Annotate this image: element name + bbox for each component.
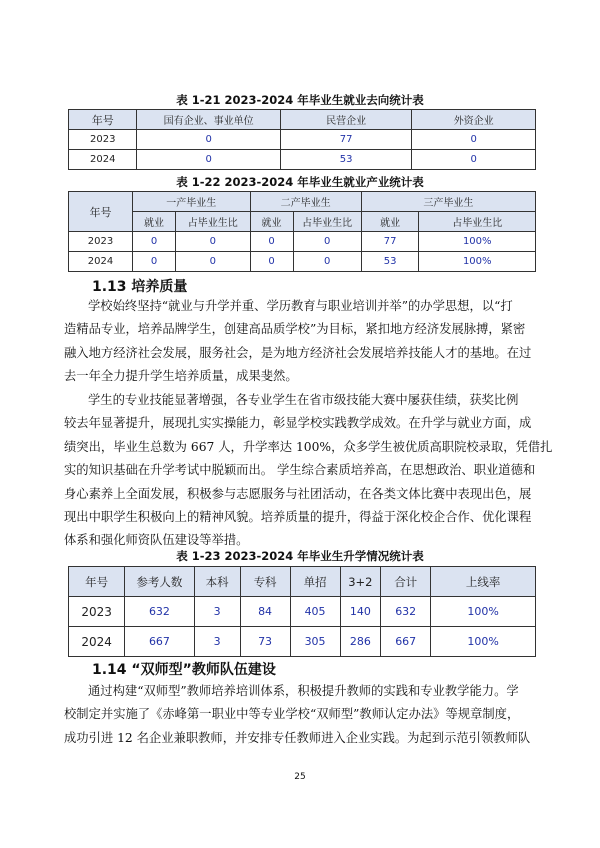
header-single-admission: 单招 bbox=[290, 567, 340, 597]
table-row bbox=[69, 627, 536, 657]
subheader-employed: 就业 bbox=[133, 212, 176, 232]
table1-caption: 表 1-21 2023-2024 年毕业生就业去向统计表 bbox=[176, 93, 424, 107]
value-cell: 100% bbox=[431, 597, 536, 627]
value-cell: 632 bbox=[125, 597, 194, 627]
text-line: 学校始终坚持“就业与升学并重、学历教育与职业培训并举”的办学思想，以“打 bbox=[88, 299, 513, 313]
value-cell: 0 bbox=[176, 232, 251, 252]
value-cell: 0 bbox=[133, 252, 176, 272]
value-cell: 3 bbox=[194, 627, 240, 657]
value-cell: 0 bbox=[250, 232, 293, 252]
table-row bbox=[69, 130, 536, 150]
subheader-employed: 就业 bbox=[361, 212, 419, 232]
value-cell: 100% bbox=[419, 232, 536, 252]
text-line: 较去年显著提升，展现扎实实操能力，彰显学校实践教学成效。在升学与就业方面，成 bbox=[64, 416, 532, 431]
value-cell: 77 bbox=[361, 232, 419, 252]
value-cell: 632 bbox=[381, 597, 431, 627]
header-secondary: 二产毕业生 bbox=[250, 192, 361, 212]
table-row bbox=[69, 232, 536, 252]
text-line: 去一年全力提升学生培养质量，成果斐然。 bbox=[64, 369, 298, 384]
year-cell: 2023 bbox=[69, 130, 137, 150]
state-cell: 0 bbox=[137, 150, 280, 170]
section-title: 1.14 “双师型”教师队伍建设 bbox=[92, 662, 276, 678]
year-cell: 2024 bbox=[69, 252, 133, 272]
text-line: 身心素养上全面发展，积极参与志愿服务与社团活动，在各类文体比赛中表现出色，展 bbox=[64, 486, 532, 501]
text-line: 现出中职学生积极向上的精神风貌。培养质量的提升，得益于深化校企合作、优化课程 bbox=[64, 509, 532, 524]
value-cell: 286 bbox=[340, 627, 381, 657]
header-examinees: 参考人数 bbox=[125, 567, 194, 597]
paragraph bbox=[64, 295, 540, 389]
subheader-ratio: 占毕业生比 bbox=[419, 212, 536, 232]
header-3plus2: 3+2 bbox=[340, 567, 381, 597]
private-cell: 77 bbox=[280, 130, 412, 150]
value-cell: 305 bbox=[290, 627, 340, 657]
header-pass-rate: 上线率 bbox=[431, 567, 536, 597]
text-line: 实的知识基础在升学考试中脱颖而出。 学生综合素质培养高，在思想政治、职业道德和 bbox=[64, 463, 536, 478]
employment-industry-table bbox=[68, 191, 536, 272]
table-row bbox=[69, 597, 536, 627]
text-line: 学生的专业技能显著增强，各专业学生在省市级技能大赛中屡获佳绩，获奖比例 bbox=[88, 393, 519, 407]
table3-caption: 表 1-23 2023-2024 年毕业生升学情况统计表 bbox=[176, 549, 424, 563]
further-study-table bbox=[68, 566, 536, 657]
header-tertiary: 三产毕业生 bbox=[361, 192, 535, 212]
table-row bbox=[69, 150, 536, 170]
value-cell: 3 bbox=[194, 597, 240, 627]
header-total: 合计 bbox=[381, 567, 431, 597]
header-bachelor: 本科 bbox=[194, 567, 240, 597]
text-line: 校制定并实施了《赤峰第一职业中等专业学校“双师型”教师认定办法》等规章制度， bbox=[64, 707, 520, 722]
text-line: 通过构建“双师型”教师培养培训体系，积极提升教师的实践和专业教学能力。学 bbox=[88, 684, 519, 698]
header-state: 国有企业、事业单位 bbox=[137, 110, 280, 130]
private-cell: 53 bbox=[280, 150, 412, 170]
year-cell: 2024 bbox=[69, 150, 137, 170]
value-cell: 73 bbox=[240, 627, 290, 657]
foreign-cell: 0 bbox=[412, 150, 536, 170]
year-cell: 2023 bbox=[69, 232, 133, 252]
section-title: 1.13 培养质量 bbox=[92, 279, 188, 295]
header-year: 年号 bbox=[69, 192, 133, 232]
value-cell: 100% bbox=[419, 252, 536, 272]
employment-destination-table bbox=[68, 109, 536, 170]
value-cell: 0 bbox=[293, 232, 361, 252]
value-cell: 0 bbox=[250, 252, 293, 272]
value-cell: 84 bbox=[240, 597, 290, 627]
header-year: 年号 bbox=[69, 567, 125, 597]
value-cell: 667 bbox=[125, 627, 194, 657]
text-line: 成功引进 12 名企业兼职教师，并安排专任教师进入企业实践。为起到示范引领教师队 bbox=[64, 730, 531, 745]
header-associate: 专科 bbox=[240, 567, 290, 597]
page-number: 25 bbox=[294, 772, 306, 782]
table-row bbox=[69, 252, 536, 272]
value-cell: 100% bbox=[431, 627, 536, 657]
text-line: 融入地方经济社会发展，服务社会，是为地方经济社会发展培养技能人才的基地。在过 bbox=[64, 345, 532, 360]
header-foreign: 外资企业 bbox=[412, 110, 536, 130]
table2-caption: 表 1-22 2023-2024 年毕业生就业产业统计表 bbox=[176, 175, 424, 189]
value-cell: 0 bbox=[293, 252, 361, 272]
subheader-ratio: 占毕业生比 bbox=[176, 212, 251, 232]
header-primary: 一产毕业生 bbox=[133, 192, 251, 212]
text-line: 造精品专业，培养品牌学生，创建高品质学校”为目标，紧扣地方经济发展脉搏，紧密 bbox=[64, 322, 526, 337]
header-year: 年号 bbox=[69, 110, 137, 130]
paragraph bbox=[64, 389, 553, 553]
paragraph bbox=[64, 680, 540, 750]
value-cell: 53 bbox=[361, 252, 419, 272]
value-cell: 0 bbox=[133, 232, 176, 252]
value-cell: 0 bbox=[176, 252, 251, 272]
text-line: 绩突出，毕业生总数为 667 人，升学率达 100%，众多学生被优质高职院校录取，凭借扎 bbox=[64, 439, 553, 454]
value-cell: 405 bbox=[290, 597, 340, 627]
value-cell: 667 bbox=[381, 627, 431, 657]
text-line: 体系和强化师资队伍建设等举措。 bbox=[64, 533, 249, 548]
subheader-ratio: 占毕业生比 bbox=[293, 212, 361, 232]
foreign-cell: 0 bbox=[412, 130, 536, 150]
subheader-employed: 就业 bbox=[250, 212, 293, 232]
year-cell: 2023 bbox=[69, 597, 125, 627]
year-cell: 2024 bbox=[69, 627, 125, 657]
header-private: 民营企业 bbox=[280, 110, 412, 130]
value-cell: 140 bbox=[340, 597, 381, 627]
state-cell: 0 bbox=[137, 130, 280, 150]
